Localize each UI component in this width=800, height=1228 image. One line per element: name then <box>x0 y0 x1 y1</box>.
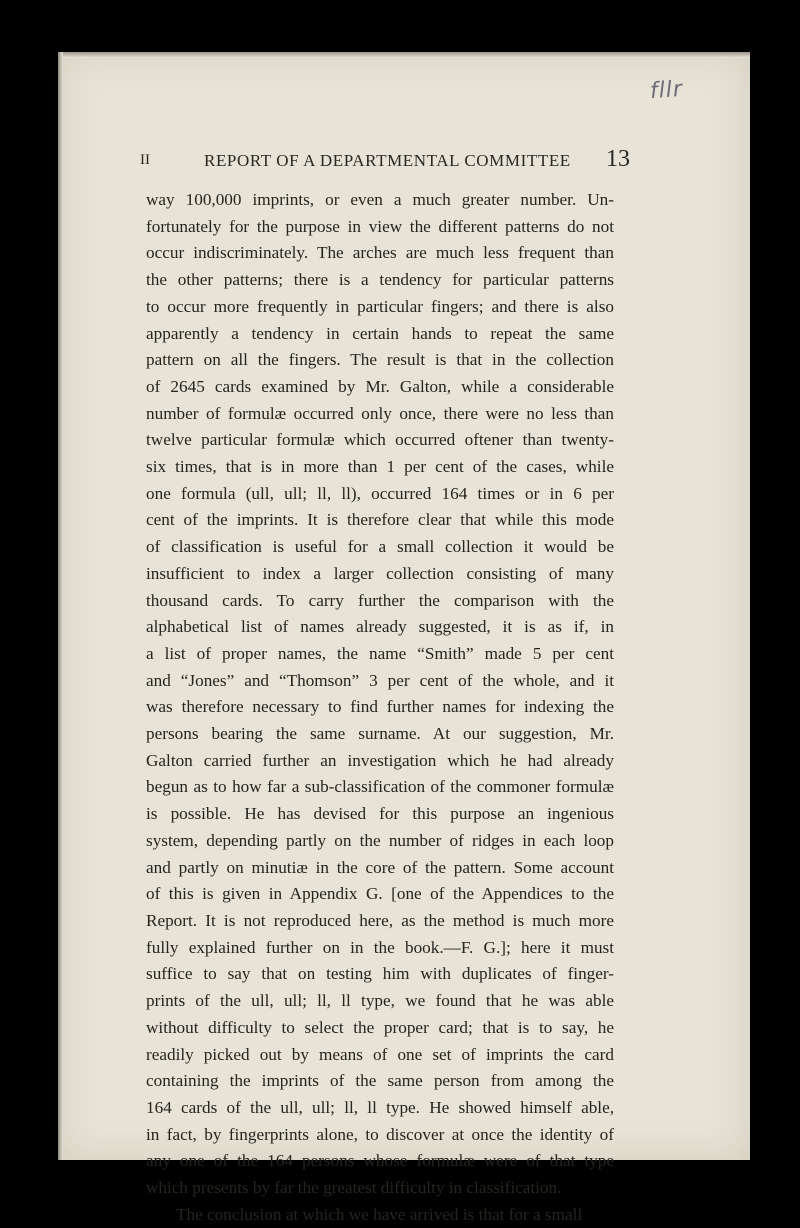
text-line: any one of the 164 persons whose formulæ were of that type <box>146 1151 614 1171</box>
section-numeral: II <box>140 152 150 168</box>
text-line: containing the imprints of the same person from among the <box>146 1071 614 1091</box>
text-line: 164 cards of the ull, ull; ll, ll type. He showed himself able, <box>146 1097 614 1117</box>
text-line: and partly on minutiæ in the core of the pattern. Some account <box>146 857 614 877</box>
text-line: was therefore necessary to find further names for indexing the <box>146 697 614 717</box>
text-line: to occur more frequently in particular fingers; and there is also <box>146 296 614 316</box>
text-line: of 2645 cards examined by Mr. Galton, while a considerable <box>146 376 614 396</box>
page-edge-shadow-left <box>58 52 63 1160</box>
page-number: 13 <box>606 146 630 172</box>
text-line: twelve particular formulæ which occurred oftener than twenty- <box>146 430 614 450</box>
text-line: Galton carried further an investigation which he had already <box>146 750 614 770</box>
text-line: without difficulty to select the proper card; that is to say, he <box>146 1017 614 1037</box>
text-line: system, depending partly on the number of ridges in each loop <box>146 830 614 850</box>
text-line: persons bearing the same surname. At our suggestion, Mr. <box>146 724 614 744</box>
text-line: which presents by far the greatest difficulty in classification. <box>146 1178 562 1198</box>
text-line: pattern on all the fingers. The result is that in the collection <box>146 350 614 370</box>
text-line: and “Jones” and “Thomson” 3 per cent of the whole, and it <box>146 670 614 690</box>
running-head-title: REPORT OF A DEPARTMENTAL COMMITTEE <box>204 151 571 170</box>
text-line: occur indiscriminately. The arches are much less frequent than <box>146 243 614 263</box>
text-line: of classification is useful for a small collection it would be <box>146 537 614 557</box>
text-line: one formula (ull, ull; ll, ll), occurred 164 times or in 6 per <box>146 483 614 503</box>
text-line: Report. It is not reproduced here, as the method is much more <box>146 910 614 930</box>
text-line: The conclusion at which we have arrived is that for a small <box>176 1204 583 1224</box>
text-line: cent of the imprints. It is therefore clear that while this mode <box>146 510 614 530</box>
text-line: prints of the ull, ull; ll, ll type, we found that he was able <box>146 991 614 1011</box>
text-line: in fact, by fingerprints alone, to discover at once the identity of <box>146 1124 614 1144</box>
text-line: fully explained further on in the book.—F. G.]; here it must <box>146 937 614 957</box>
text-line: insufficient to index a larger collection consisting of many <box>146 563 614 583</box>
body-text <box>146 187 614 1228</box>
text-line: of this is given in Appendix G. [one of the Appendices to the <box>146 884 614 904</box>
text-line: fortunately for the purpose in view the different patterns do not <box>146 216 614 236</box>
text-line: begun as to how far a sub-classification of the commoner formulæ <box>146 777 614 797</box>
text-line: six times, that is in more than 1 per cent of the cases, while <box>146 457 614 477</box>
text-line: is possible. He has devised for this purpose an ingenious <box>146 804 614 824</box>
text-line: the other patterns; there is a tendency for particular patterns <box>146 270 614 290</box>
page-edge-shadow-top <box>58 52 750 58</box>
text-line: readily picked out by means of one set of imprints the card <box>146 1044 614 1064</box>
running-head <box>140 148 630 176</box>
text-line: way 100,000 imprints, or even a much greater number. Un- <box>146 190 614 209</box>
text-line: number of formulæ occurred only once, there were no less than <box>146 403 614 423</box>
text-line: thousand cards. To carry further the comparison with the <box>146 590 614 610</box>
handwritten-annotation: fllr <box>649 76 684 105</box>
text-line: suffice to say that on testing him with duplicates of finger- <box>146 964 614 984</box>
text-line: alphabetical list of names already suggested, it is as if, in <box>146 617 614 637</box>
text-line: apparently a tendency in certain hands to repeat the same <box>146 323 614 343</box>
text-line: a list of proper names, the name “Smith” made 5 per cent <box>146 643 614 663</box>
